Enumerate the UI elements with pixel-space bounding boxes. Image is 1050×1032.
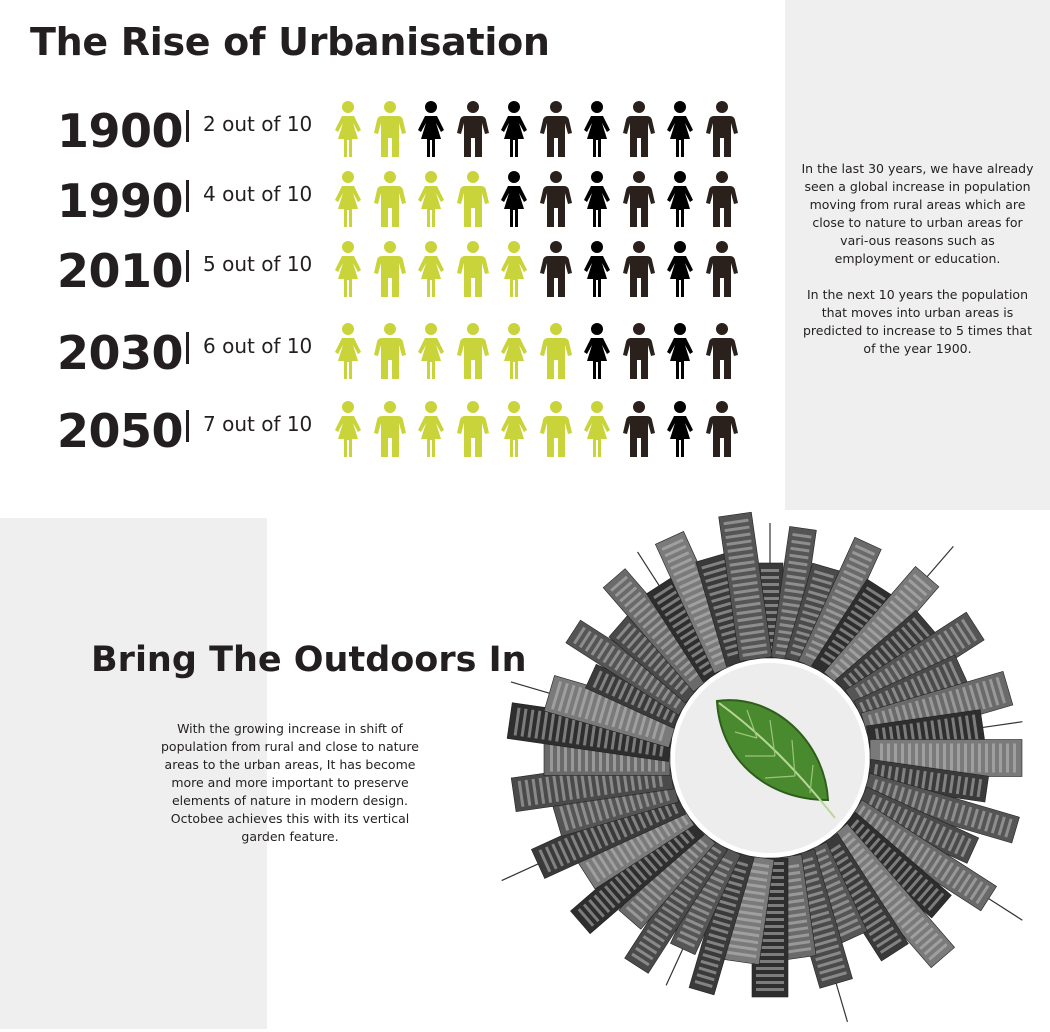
divider bbox=[186, 250, 189, 282]
woman-icon bbox=[580, 100, 614, 160]
man-icon bbox=[622, 170, 656, 230]
year-label: 2030 bbox=[57, 326, 184, 380]
section-heading: Bring The Outdoors In bbox=[91, 640, 527, 680]
woman-icon bbox=[580, 400, 614, 460]
row-2050 bbox=[0, 400, 785, 460]
man-icon bbox=[456, 170, 490, 230]
woman-icon bbox=[663, 400, 697, 460]
man-icon bbox=[705, 170, 739, 230]
woman-icon bbox=[497, 100, 531, 160]
ratio-label: 5 out of 10 bbox=[203, 252, 313, 276]
people-figures bbox=[331, 400, 761, 460]
side-description bbox=[800, 160, 1035, 376]
woman-icon bbox=[414, 170, 448, 230]
woman-icon bbox=[663, 170, 697, 230]
man-icon bbox=[456, 322, 490, 382]
city-circle-illustration bbox=[495, 488, 1035, 1028]
woman-icon bbox=[331, 170, 365, 230]
section-body: With the growing increase in shift of population from rural and close to nature areas to the urban areas, It has become more and more important to preserve elements of nature in modern design. Octobee achieves this with its vertical garden feature. bbox=[160, 721, 419, 844]
side-paragraph-1: In the last 30 years, we have already seen a global increase in population moving from rural areas which are close to nature to urban areas for vari-ous reasons such as employment or education. bbox=[801, 161, 1034, 266]
people-figures bbox=[331, 240, 761, 300]
people-figures bbox=[331, 322, 761, 382]
man-icon bbox=[705, 400, 739, 460]
man-icon bbox=[456, 240, 490, 300]
woman-icon bbox=[414, 322, 448, 382]
man-icon bbox=[705, 100, 739, 160]
ratio-label: 6 out of 10 bbox=[203, 334, 313, 358]
year-label: 2050 bbox=[57, 404, 184, 458]
man-icon bbox=[705, 322, 739, 382]
city-circle-svg bbox=[495, 488, 1035, 1028]
woman-icon bbox=[414, 240, 448, 300]
divider bbox=[186, 332, 189, 364]
man-icon bbox=[373, 400, 407, 460]
people-figures bbox=[331, 100, 761, 160]
man-icon bbox=[373, 240, 407, 300]
man-icon bbox=[456, 400, 490, 460]
man-icon bbox=[539, 322, 573, 382]
woman-icon bbox=[331, 400, 365, 460]
ratio-label: 4 out of 10 bbox=[203, 182, 313, 206]
woman-icon bbox=[497, 322, 531, 382]
woman-icon bbox=[580, 240, 614, 300]
woman-icon bbox=[331, 240, 365, 300]
woman-icon bbox=[331, 100, 365, 160]
row-2010 bbox=[0, 240, 785, 300]
year-label: 1990 bbox=[57, 174, 184, 228]
side-paragraph-2: In the next 10 years the population that moves into urban areas is predicted to increase to 5 times that of the year 1900. bbox=[802, 287, 1032, 356]
woman-icon bbox=[331, 322, 365, 382]
divider bbox=[186, 180, 189, 212]
man-icon bbox=[373, 100, 407, 160]
man-icon bbox=[622, 322, 656, 382]
woman-icon bbox=[663, 322, 697, 382]
woman-icon bbox=[580, 322, 614, 382]
row-2030 bbox=[0, 322, 785, 382]
ratio-label: 7 out of 10 bbox=[203, 412, 313, 436]
row-1990 bbox=[0, 170, 785, 230]
man-icon bbox=[622, 100, 656, 160]
man-icon bbox=[539, 170, 573, 230]
row-1900 bbox=[0, 100, 785, 160]
woman-icon bbox=[663, 100, 697, 160]
man-icon bbox=[456, 100, 490, 160]
man-icon bbox=[622, 240, 656, 300]
man-icon bbox=[622, 400, 656, 460]
woman-icon bbox=[497, 170, 531, 230]
woman-icon bbox=[497, 400, 531, 460]
man-icon bbox=[373, 322, 407, 382]
woman-icon bbox=[497, 240, 531, 300]
ratio-label: 2 out of 10 bbox=[203, 112, 313, 136]
woman-icon bbox=[663, 240, 697, 300]
divider bbox=[186, 110, 189, 142]
woman-icon bbox=[580, 170, 614, 230]
woman-icon bbox=[414, 100, 448, 160]
man-icon bbox=[539, 400, 573, 460]
man-icon bbox=[539, 100, 573, 160]
woman-icon bbox=[414, 400, 448, 460]
people-figures bbox=[331, 170, 761, 230]
year-label: 2010 bbox=[57, 244, 184, 298]
page-title: The Rise of Urbanisation bbox=[30, 20, 550, 64]
divider bbox=[186, 410, 189, 442]
man-icon bbox=[705, 240, 739, 300]
man-icon bbox=[373, 170, 407, 230]
man-icon bbox=[539, 240, 573, 300]
year-label: 1900 bbox=[57, 104, 184, 158]
